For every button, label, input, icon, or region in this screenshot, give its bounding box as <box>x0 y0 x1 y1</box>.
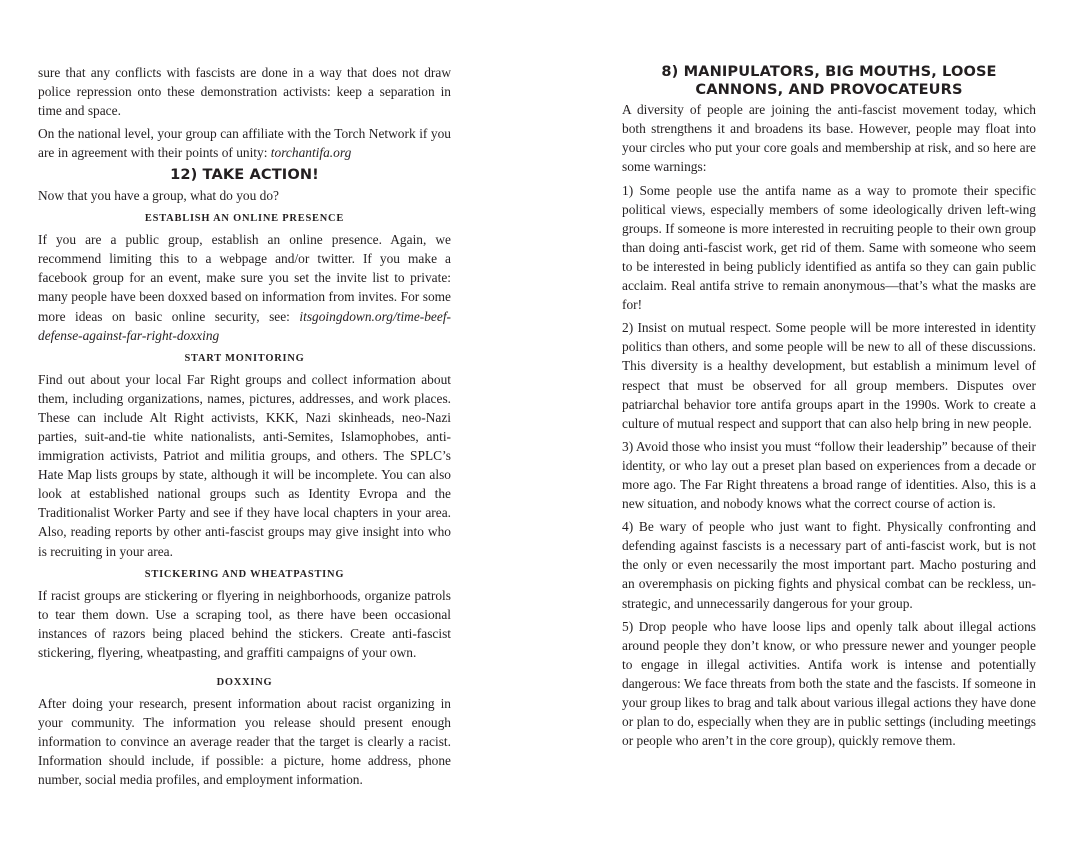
section-title-take-action: 12) TAKE ACTION! <box>170 166 319 184</box>
doxxing-paragraph: After doing your research, present information about racist organizing in your community. The information you release should present enough information to convince an average reader that the target is clearly a racist. Information should include, if possible: a picture, home address, phone number, social media profiles, and employment information. <box>38 696 451 788</box>
stickering-paragraph: If racist groups are stickering or flyering in neighborhoods, organize patrols to tear them down. Use a scraping tool, as there have been occasional instances of razors being placed behind the stickers. Create anti-fascist stickering, flyering, wheatpasting, and graffiti campaigns of your own. <box>38 587 451 660</box>
subheading-doxxing: DOXXING <box>216 677 273 689</box>
itsgoingdown-link: itsgoingdown.org/time-beef-defense-against-far-right-doxxing <box>38 308 451 343</box>
subheading-online-presence: ESTABLISH AN ONLINE PRESENCE <box>144 213 345 225</box>
online-presence-text: If you are a public group, establish an online presence. Again, we recommend limiting this to a webpage and/or twitter. If you make a facebook group for an event, make sure you set the invite list to private: many people have been doxxed based on information from invites. For some more ideas on basic online security, see: <box>38 232 451 324</box>
start-monitoring-paragraph: Find out about your local Far Right groups and collect information about them, including organizations, names, pictures, addresses, and work places. These can include Alt Right activists, KKK, Nazi skinheads, neo-Nazi parties, suit-and-tie white nationalists, anti-Semites, Islamophobes, anti-immigration activists, Patriot and militia groups, and others. The SPLC’s Hate Map lists groups by state, although it will be incomplete. You can also look at established national groups such as Identity Evropa and the Traditionalist Worker Party and see if they have local chapters in your area. Also, reading reports by other anti-fascist groups may give insight into who is recruiting in your area. <box>38 371 451 559</box>
warning-point-1: 1) Some people use the antifa name as a way to promote their specific political views, especially members of some ideologically driven left-wing groups. If someone is more interested in recruiting people to their own group than doing anti-fascist work, get rid of them. Same with someone who seem to be interested in being publicly identified as antifa so they can gain public acclaim. Real antifa strive to remain anonymous—that’s what the masks are for! <box>622 182 1036 313</box>
left-page <box>38 63 451 794</box>
section-title-line-2: CANNONS, AND PROVOCATEURS <box>695 80 963 98</box>
warnings-intro: A diversity of people are joining the anti-fascist movement today, which both strengthens it and broadens its base. However, people may float into your circles who put your core goals and membership at risk, and so here are some warnings: <box>622 102 1036 175</box>
left-intro-paragraph-1: sure that any conflicts with fascists are done in a way that does not draw police repression onto these demonstration activists: keep a separation in time and space. <box>38 65 451 119</box>
section-title-manipulators <box>622 63 1036 98</box>
warning-point-2: 2) Insist on mutual respect. Some people will be more interested in identity politics than others, and some people will be new to all of these discussions. This diversity is a healthy development, but establish a minimum level of respect that must be observed for all group members. Disputes over patriarchal behavior tore antifa groups apart in the 1990s. Work to create a culture of mutual respect and support that can also help bring in new people. <box>622 320 1036 431</box>
warning-point-3: 3) Avoid those who insist you must “follow their leadership” because of their identity, or who lay out a preset plan based on experiences from a decade or more ago. The Far Right threatens a broad range of identities. Also, this is a new situation, and nobody knows what the correct course of action is. <box>622 438 1036 512</box>
take-action-intro: Now that you have a group, what do you do? <box>38 188 279 204</box>
warning-point-5: 5) Drop people who have loose lips and openly talk about illegal actions around people they don’t know, or who pressure newer and younger people to engage in illegal activities. Antifa work is intense and potentially dangerous: We face threats from both the state and the fascists. If someone in your group likes to brag and talk about various illegal actions they have done or plan to do, especially when they are in public settings (including meetings or people who aren’t in the core group), quickly remove them. <box>622 618 1036 749</box>
warning-point-4: 4) Be wary of people who just want to fight. Physically confronting and defending against fascists is a necessary part of anti-fascist work, but is not the only or even necessarily the most important part. Macho posturing and an overemphasis on picking fights and physical combat can be reckless, un-strategic, and unnecessarily dangerous for your group. <box>622 519 1036 611</box>
torchantifa-link: torchantifa.org <box>270 145 352 161</box>
subheading-stickering: STICKERING AND WHEATPASTING <box>144 568 345 580</box>
subheading-start-monitoring: START MONITORING <box>184 352 305 364</box>
left-intro-paragraph-2 <box>38 124 451 162</box>
section-title-line-1: 8) MANIPULATORS, BIG MOUTHS, LOOSE <box>661 63 997 80</box>
right-page <box>622 63 1036 754</box>
online-presence-paragraph <box>38 230 451 345</box>
torch-network-text: On the national level, your group can affiliate with the Torch Network if you are in agreement with their points of unity: <box>38 126 451 161</box>
